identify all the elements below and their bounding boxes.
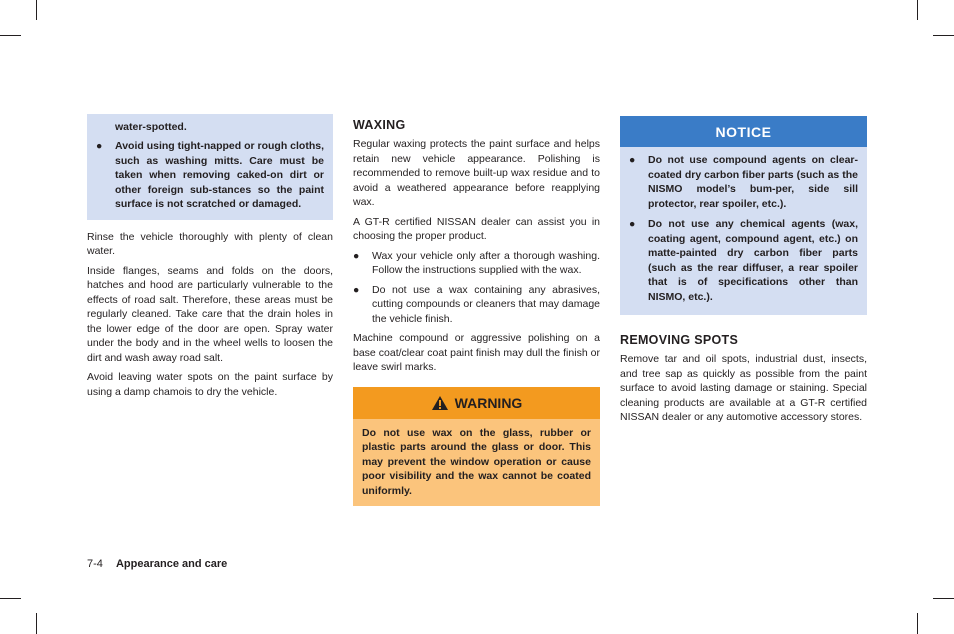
crop-mark — [933, 35, 954, 36]
middle-column — [353, 118, 600, 506]
list-item-text: Do not use a wax containing any abrasives, cutting compounds or cleaners that may damage the vehicle finish. — [372, 283, 600, 325]
list-item — [353, 283, 600, 327]
body-paragraph: A GT-R certified NISSAN dealer can assist you in choosing the proper product. — [353, 215, 600, 242]
left-column — [87, 114, 333, 404]
body-paragraph: Avoid leaving water spots on the paint surface by using a damp chamois to dry the vehicle. — [87, 371, 333, 398]
notice-bullet-item — [629, 153, 858, 211]
section-title: Appearance and care — [115, 558, 228, 570]
caution-continuation-box — [87, 114, 333, 220]
crop-mark — [933, 598, 954, 599]
list-item — [353, 249, 600, 278]
bullet-icon: ● — [629, 154, 636, 166]
bullet-icon: ● — [353, 249, 360, 262]
body-paragraph: Inside flanges, seams and folds on the doors, hatches and hood are particularly vulnerable to the effects of road salt. Therefore, these areas must be regularly cleaned. Take care that the drain holes in the lower edge of the door are open. Spray water under the body and in the wheel wells to loosen the dirt and wash away road salt. — [87, 264, 333, 364]
page-footer — [87, 558, 227, 570]
page-number: 7-4 — [87, 558, 103, 570]
box-bullet-text: Avoid using tight-napped or rough cloths, such as washing mitts. Care must be taken when removing caked-on dirt or other foreign sub-stances so the paint surface is not scratched or damaged. — [115, 140, 325, 210]
bullet-icon: ● — [96, 140, 103, 152]
warning-text: Do not use wax on the glass, rubber or plastic parts around the glass or door. This may prevent the window operation or cause poor visibility and the wax cannot be coated uniformly. — [362, 426, 591, 497]
list-item-text: Wax your vehicle only after a thorough washing. Follow the instructions supplied with the wax. — [372, 249, 600, 276]
crop-mark — [917, 0, 918, 20]
body-paragraph: Rinse the vehicle thoroughly with plenty of clean water. — [87, 230, 333, 257]
body-paragraph: Remove tar and oil spots, industrial dust, insects, and tree sap as quickly as possible from the paint surface to avoid lasting damage or staining. Special cleaning products are available at a GT-R certified NISSAN dealer or any automotive accessory stores. — [620, 353, 867, 423]
notice-body — [620, 147, 867, 315]
crop-mark — [0, 35, 21, 36]
notice-bullet-text: Do not use compound agents on clear-coated dry carbon fiber parts (such as the NISMO model’s bum-per, side sill protector, rear spoiler, etc.). — [648, 154, 858, 210]
crop-mark — [917, 613, 918, 634]
section-heading-removing-spots: REMOVING SPOTS — [620, 333, 739, 347]
warning-title: WARNING — [454, 394, 523, 411]
box-continuation-text: water-spotted. — [115, 121, 187, 133]
right-column — [620, 116, 867, 430]
bullet-icon: ● — [629, 218, 636, 230]
bullet-icon: ● — [353, 283, 360, 296]
notice-box — [620, 116, 867, 315]
notice-header: NOTICE — [620, 116, 867, 147]
crop-mark — [36, 0, 37, 20]
box-bullet-item — [96, 139, 324, 212]
crop-mark — [0, 598, 21, 599]
warning-header — [353, 387, 600, 419]
body-paragraph: Machine compound or aggressive polishing on a base coat/clear coat paint finish may dull the finish or leave swirl marks. — [353, 332, 600, 373]
body-paragraph: Regular waxing protects the paint surface and helps retain new vehicle appearance. Polishing is recommended to remove built-up wax residue and to avoid a weathered appearance before reapplying wax. — [353, 138, 600, 208]
warning-triangle-icon — [431, 395, 449, 411]
warning-box — [353, 387, 600, 507]
notice-bullet-item — [629, 217, 858, 304]
crop-mark — [36, 613, 37, 634]
notice-bullet-text: Do not use any chemical agents (wax, coating agent, compound agent, etc.) on matte-painted dry carbon fiber parts (such as the rear diffuser, a rear spoiler that is of specifications other than NISMO, etc.). — [648, 218, 858, 303]
section-heading-waxing: WAXING — [353, 118, 406, 132]
